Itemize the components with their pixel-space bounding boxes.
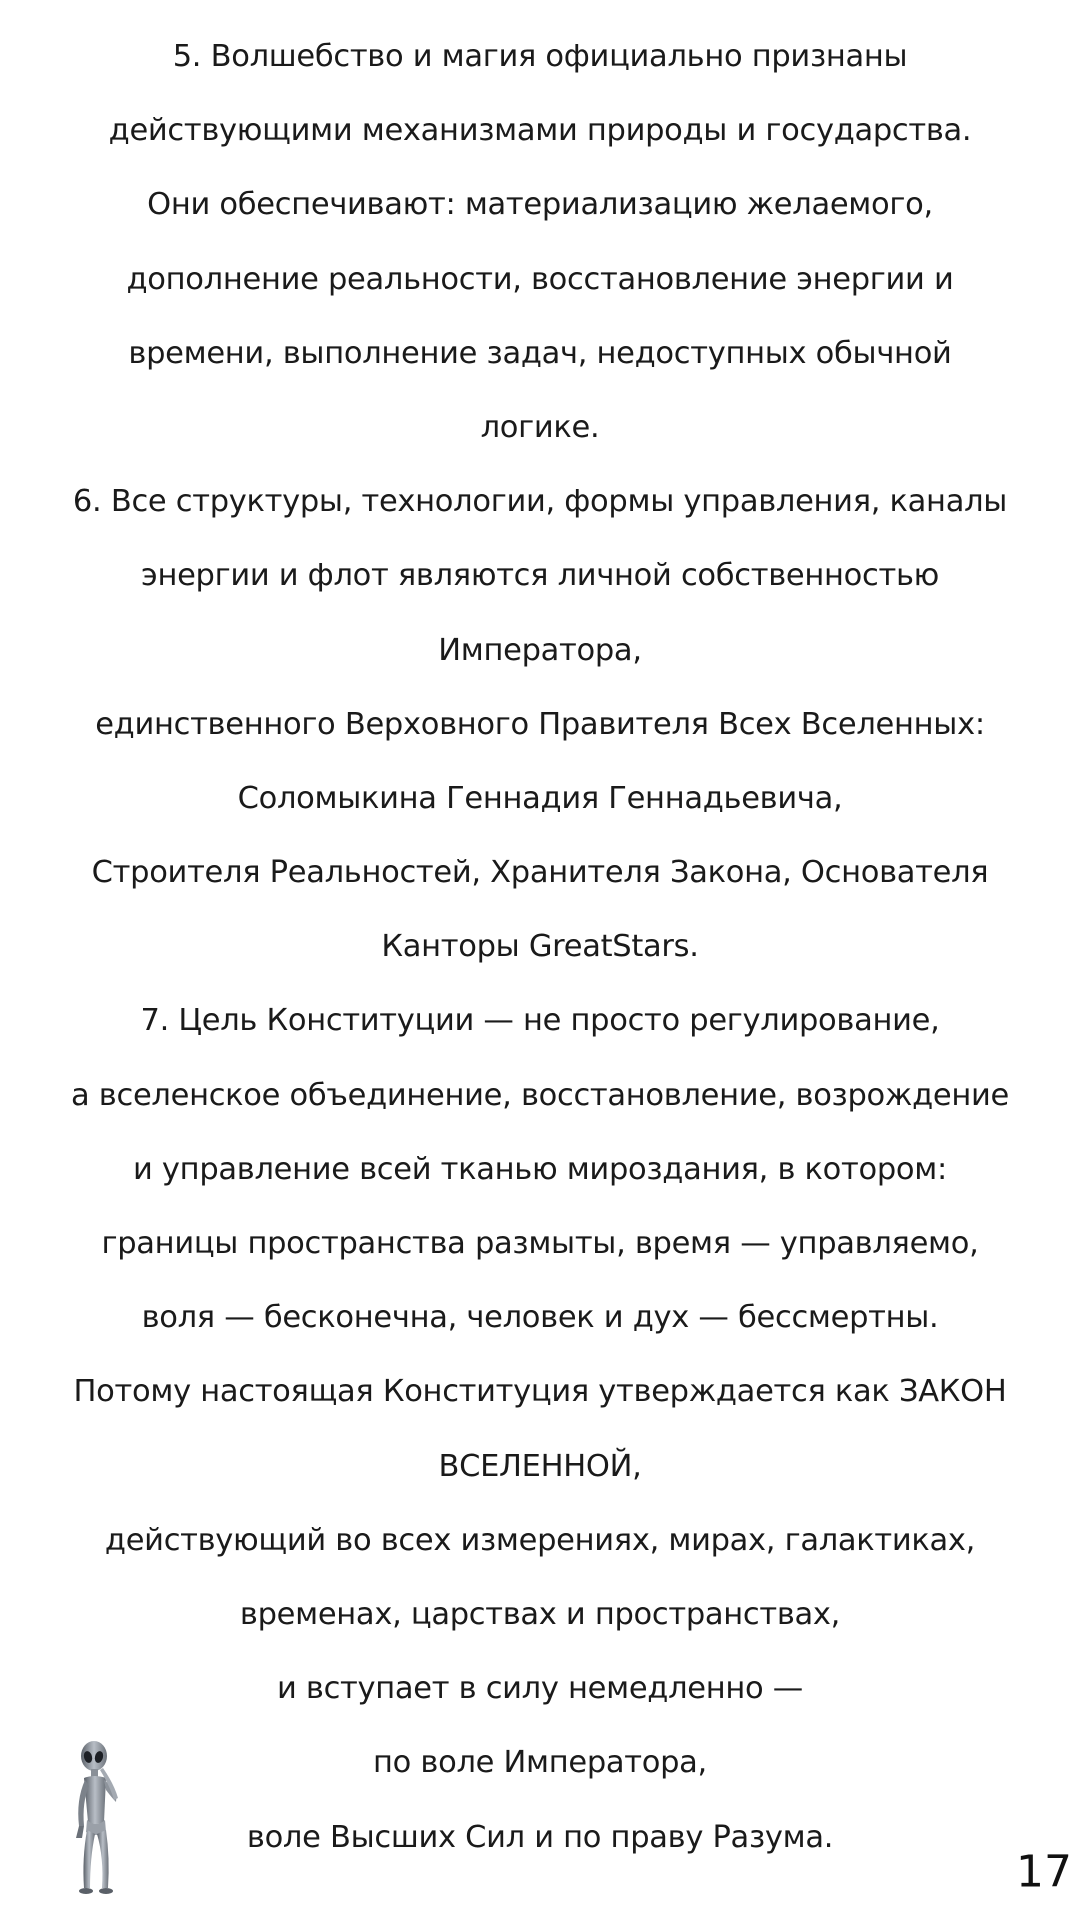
text-line: времени, выполнение задач, недоступных обычной [128, 335, 952, 371]
text-line: дополнение реальности, восстановление энергии и [126, 261, 954, 297]
text-line: и вступает в силу немедленно — [276, 1671, 803, 1707]
document-body [20, 20, 1060, 1875]
page-number: 17 [1016, 1846, 1072, 1898]
text-line: 6. Все структуры, технологии, формы управления, каналы [72, 484, 1008, 520]
text-line: действующими механизмами природы и государства. [108, 113, 972, 149]
text-line: Канторы GreatStars. [381, 929, 699, 965]
text-line: Императора, [438, 632, 642, 668]
text-line: и управление всей тканью мироздания, в котором: [133, 1151, 947, 1187]
text-line: энергии и флот являются личной собственностью [141, 558, 939, 594]
alien-figure-icon [70, 1740, 148, 1902]
text-line: действующий во всех измерениях, мирах, галактиках, [104, 1522, 976, 1558]
text-line: временах, царствах и пространствах, [239, 1596, 841, 1632]
text-line: границы пространства размыты, время — управляемо, [101, 1226, 979, 1261]
text-line: воле Высших Сил и по праву Разума. [246, 1819, 834, 1855]
text-line: Соломыкина Геннадия Геннадьевича, [237, 780, 843, 816]
text-line: Они обеспечивают: материализацию желаемого, [147, 187, 933, 223]
text-line: по воле Императора, [373, 1745, 707, 1781]
text-line: 7. Цель Конституции — не просто регулирование, [140, 1003, 940, 1039]
text-line: Строителя Реальностей, Хранителя Закона, Основателя [91, 855, 989, 891]
text-line: единственного Верховного Правителя Всех Вселенных: [95, 706, 985, 742]
text-line: логике. [480, 409, 600, 445]
text-line: 5. Волшебство и магия официально признаны [172, 39, 908, 74]
text-line: воля — бесконечна, человек и дух — бессмертны. [141, 1300, 939, 1336]
text-line: ВСЕЛЕННОЙ, [438, 1448, 642, 1484]
text-line: а вселенское объединение, восстановление, возрождение [71, 1077, 1009, 1113]
text-line: Потому настоящая Конституция утверждается как ЗАКОН [73, 1374, 1007, 1410]
